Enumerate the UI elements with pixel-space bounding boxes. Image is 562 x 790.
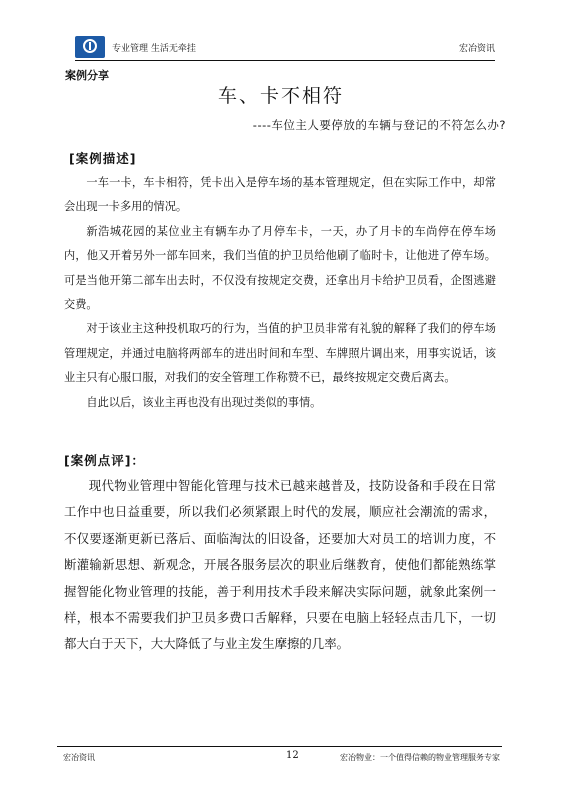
description-paragraph: 新浩城花园的某位业主有辆车办了月停车卡，一天，办了月卡的车尚停在停车场内，他又开着另外一部车回来，我们当值的护卫员给他刷了临时卡，让他进了停车场。可是当他开第二部车出去时，不仅没有按规定交费，还拿出月卡给护卫员看，企图逃避交费。	[64, 224, 496, 312]
footer-brand: 宏冶资讯	[63, 753, 95, 762]
description-paragraph: 对于该业主这种投机取巧的行为，当值的护卫员非常有礼貌的解释了我们的停车场管理规定，并通过电脑将两部车的进出时间和车型、车牌照片调出来，用事实说话，该业主只有心服口服，对我们的安全管理工作称赞不已，最终按规定交费后离去。	[64, 322, 496, 385]
header-slogan: 专业管理 生活无牵挂	[112, 44, 196, 54]
header-divider	[75, 60, 495, 61]
description-heading: [案例描述]	[69, 151, 137, 166]
comment-body	[64, 473, 496, 658]
section-label: 案例分享	[65, 69, 109, 82]
comment-paragraph: 现代物业管理中智能化管理与技术已越来越普及，技防设备和手段在日常工作中也日益重要，所以我们必须紧跟上时代的发展，顺应社会潮流的需求，不仅要逐渐更新已落后、面临淘汰的旧设备，还要加大对员工的培训力度，不断灌输新思想、新观念，开展各服务层次的职业后继教育，使他们都能熟练掌握智能化物业管理的技能，善于利用技术手段来解决实际问题，就象此案例一样，根本不需要我们护卫员多费口舌解释，只要在电脑上轻轻点击几下，一切都大白于天下，大大降低了与业主发生摩擦的几率。	[64, 478, 496, 652]
footer-divider	[57, 746, 502, 747]
company-logo-icon	[75, 36, 105, 58]
page-title: 车、卡不相符	[217, 85, 344, 107]
description-body	[64, 171, 496, 415]
page-subtitle: ----车位主人要停放的车辆与登记的不符怎么办?	[252, 118, 506, 132]
page-number: 12	[286, 750, 299, 761]
description-paragraph: 自此以后，该业主再也没有出现过类似的事情。	[86, 395, 322, 409]
header-brand: 宏冶资讯	[458, 44, 495, 54]
description-paragraph: 一车一卡，车卡相符，凭卡出入是停车场的基本管理规定，但在实际工作中，却常会出现一卡多用的情况。	[64, 176, 496, 214]
page-header	[75, 36, 495, 60]
comment-heading: [案例点评]：	[64, 453, 145, 468]
footer-tagline: 宏冶物业：一个值得信赖的物业管理服务专家	[340, 753, 500, 762]
